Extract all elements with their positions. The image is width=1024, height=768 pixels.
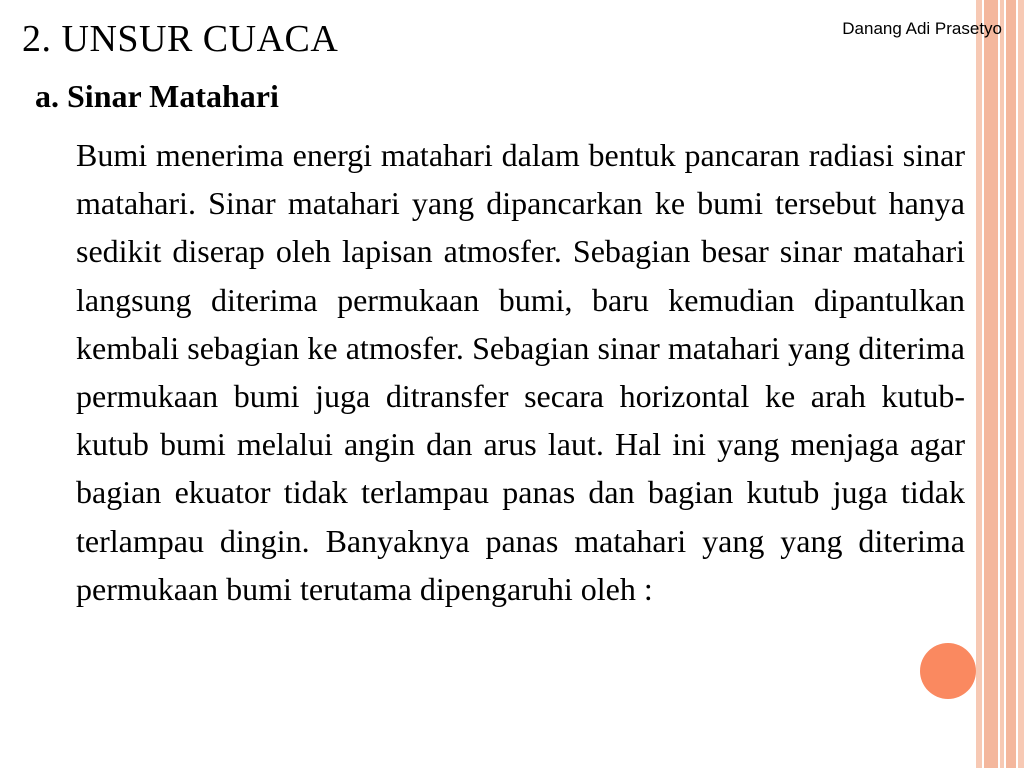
slide-title: 2. UNSUR CUACA [22,18,339,60]
body-paragraph: Bumi menerima energi matahari dalam bentuk pancaran radiasi sinar matahari. Sinar matahari yang dipancarkan ke bumi tersebut hanya sedikit diserap oleh lapisan atmosfer. Sebagian besar sinar matahari langsung diterima permukaan bumi, baru kemudian dipantulkan kembali sebagian ke atmosfer. Sebagian sinar matahari yang diterima permukaan bumi juga ditransfer secara horizontal ke arah kutub-kutub bumi melalui angin dan arus laut. Hal ini yang menjaga agar bagian ekuator tidak terlampau panas dan bagian kutub juga tidak terlampau dingin. Banyaknya panas matahari yang yang diterima permukaan bumi terutama dipengaruhi oleh : [76,137,965,607]
stripe [1006,0,1016,768]
stripe [984,0,998,768]
decorative-stripes [976,0,1024,768]
author-name: Danang Adi Prasetyo [842,19,1002,38]
accent-circle [920,643,976,699]
stripe [1000,0,1004,768]
section-heading: a. Sinar Matahari [35,78,279,114]
stripe [1018,0,1024,768]
stripe [976,0,982,768]
